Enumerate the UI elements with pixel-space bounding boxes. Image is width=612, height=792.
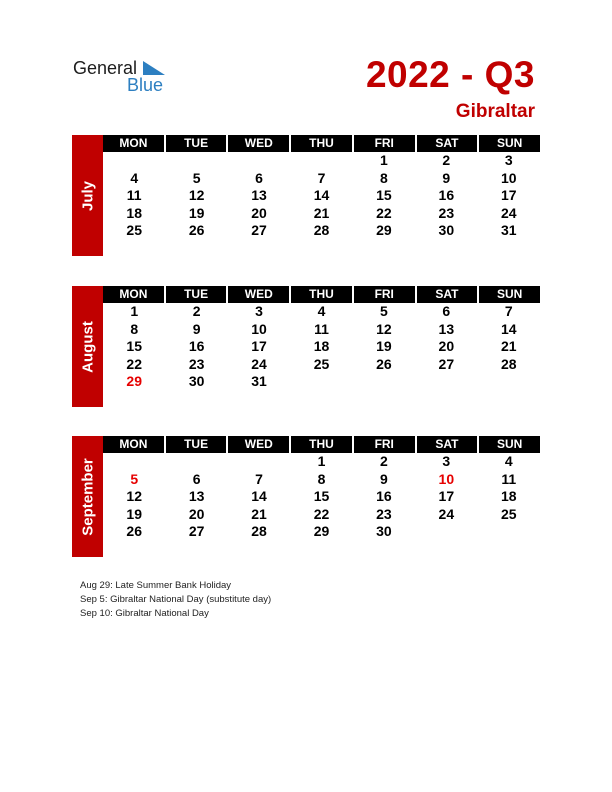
day-cell: 24: [500, 204, 517, 221]
week-row: [103, 356, 540, 374]
day-cell: 30: [376, 523, 392, 539]
week-row: [103, 506, 540, 524]
weekday-header: THU: [291, 436, 352, 453]
day-cell: 25: [313, 355, 330, 372]
day-cell: 2: [442, 152, 451, 168]
day-cell: 1: [130, 303, 139, 319]
month-tab: [72, 286, 103, 407]
day-cell: 11: [126, 187, 142, 203]
day-cell: 7: [255, 470, 263, 487]
day-cell: 27: [438, 355, 455, 372]
day-cell: 23: [376, 505, 392, 522]
week-row: [103, 205, 540, 223]
day-cell: 19: [188, 204, 205, 221]
day-cell: [165, 453, 227, 471]
day-cell: 20: [438, 338, 455, 354]
weekday-header: WED: [228, 286, 289, 303]
day-cell: [290, 152, 352, 170]
day-cell: 5: [192, 169, 201, 186]
day-cell: 11: [314, 320, 329, 337]
holiday-day-cell: 10: [438, 470, 455, 487]
day-cell: 16: [188, 338, 205, 354]
weekday-header: THU: [291, 286, 352, 303]
month-grid: [103, 436, 540, 541]
day-cell: 9: [442, 169, 451, 186]
day-cell: [478, 373, 540, 391]
day-cell: 26: [376, 355, 392, 372]
day-cell: 8: [380, 169, 388, 186]
day-cell: 31: [251, 373, 267, 389]
day-cell: [103, 152, 165, 170]
day-cell: 12: [188, 187, 205, 203]
weekday-header: SAT: [417, 135, 478, 152]
day-cell: [353, 373, 415, 391]
month-grid: [103, 286, 540, 391]
holiday-day-cell: 29: [126, 373, 142, 389]
weekday-header: MON: [103, 436, 164, 453]
day-cell: 31: [500, 222, 517, 238]
holiday-notes: [80, 579, 271, 621]
day-cell: 11: [501, 470, 517, 487]
page-title: 2022 - Q3: [365, 54, 535, 95]
day-cell: 28: [251, 523, 267, 539]
day-cell: 28: [500, 355, 517, 372]
week-row: [103, 321, 540, 339]
day-cell: 24: [251, 355, 267, 372]
week-row: [103, 222, 540, 240]
logo-blue-text: Blue: [127, 75, 164, 95]
day-cell: [415, 523, 477, 541]
day-cell: 26: [188, 222, 205, 238]
day-cell: [478, 523, 540, 541]
day-cell: 6: [192, 470, 201, 487]
day-cell: 23: [188, 355, 205, 372]
day-cell: 6: [255, 169, 263, 186]
day-cell: 8: [317, 470, 326, 487]
weekday-header: SUN: [479, 436, 540, 453]
day-cell: 1: [317, 453, 326, 469]
holiday-note: Sep 10: Gibraltar National Day: [80, 608, 209, 619]
day-cell: [290, 373, 352, 391]
week-row: [103, 523, 540, 541]
day-cell: 4: [504, 453, 513, 469]
day-cell: 2: [192, 303, 201, 319]
day-cell: 25: [500, 505, 517, 522]
day-cell: 18: [500, 488, 517, 504]
day-cell: 22: [126, 355, 142, 372]
weekday-header: FRI: [354, 436, 415, 453]
day-cell: 19: [376, 338, 392, 354]
day-cell: 8: [130, 320, 139, 337]
day-cell: 21: [500, 338, 517, 354]
day-cell: 15: [376, 187, 392, 203]
weekday-header: SUN: [479, 135, 540, 152]
country-subtitle: Gibraltar: [455, 101, 535, 122]
day-cell: 4: [130, 169, 139, 186]
day-cell: 18: [313, 338, 330, 354]
day-cell: 13: [438, 320, 455, 337]
day-cell: 13: [251, 187, 267, 203]
day-cell: 18: [126, 204, 142, 221]
day-cell: 3: [504, 152, 513, 168]
day-cell: 6: [442, 303, 451, 319]
day-cell: 3: [255, 303, 263, 319]
day-cell: 28: [313, 222, 330, 238]
month-tab: [72, 436, 103, 557]
logo-triangle-icon: [143, 61, 165, 75]
weekday-header: MON: [103, 135, 164, 152]
day-cell: 27: [251, 222, 267, 238]
day-cell: 5: [380, 303, 388, 319]
day-cell: 9: [192, 320, 201, 337]
day-cell: 22: [313, 505, 330, 522]
logo-general-text: General: [73, 58, 138, 78]
week-row: [103, 488, 540, 506]
weekday-header: WED: [228, 135, 289, 152]
day-cell: 29: [313, 523, 330, 539]
weekday-header-row: [103, 135, 540, 152]
day-cell: 24: [438, 505, 455, 522]
day-cell: 19: [126, 505, 142, 522]
weekday-header: SAT: [417, 286, 478, 303]
day-cell: 17: [251, 338, 267, 354]
weekday-header: WED: [228, 436, 289, 453]
weekday-header: SUN: [479, 286, 540, 303]
holiday-day-cell: 5: [130, 470, 139, 487]
week-row: [103, 187, 540, 205]
day-cell: 16: [438, 187, 455, 203]
week-row: [103, 170, 540, 188]
holiday-note: Aug 29: Late Summer Bank Holiday: [80, 580, 232, 591]
week-row: [103, 453, 540, 471]
day-cell: 17: [500, 187, 517, 203]
day-cell: 15: [313, 488, 330, 504]
weekday-header: TUE: [166, 286, 227, 303]
month-grid: [103, 135, 540, 240]
day-cell: [228, 453, 290, 471]
day-cell: 20: [188, 505, 205, 522]
week-row: [103, 338, 540, 356]
day-cell: 7: [317, 169, 326, 186]
day-cell: 29: [376, 222, 392, 238]
weekday-header: TUE: [166, 436, 227, 453]
day-cell: 7: [504, 303, 513, 319]
day-cell: 17: [438, 488, 455, 504]
day-cell: 14: [313, 187, 330, 203]
month-name: August: [79, 320, 96, 373]
month-name: September: [79, 457, 96, 536]
weekday-header-row: [103, 286, 540, 303]
day-cell: 14: [500, 320, 517, 337]
day-cell: 13: [188, 488, 205, 504]
weekday-header: FRI: [354, 286, 415, 303]
day-cell: 3: [442, 453, 451, 469]
week-row: [103, 471, 540, 489]
weekday-header: TUE: [166, 135, 227, 152]
day-cell: [165, 152, 227, 170]
weekday-header: THU: [291, 135, 352, 152]
day-cell: 21: [313, 204, 330, 221]
day-cell: 22: [376, 204, 392, 221]
week-row: [103, 152, 540, 170]
day-cell: 2: [380, 453, 388, 469]
weekday-header: FRI: [354, 135, 415, 152]
day-cell: 16: [376, 488, 392, 504]
weekday-header-row: [103, 436, 540, 453]
day-cell: 20: [251, 204, 267, 221]
day-cell: 23: [438, 204, 455, 221]
weekday-header: SAT: [417, 436, 478, 453]
day-cell: 27: [188, 523, 205, 539]
week-row: [103, 373, 540, 391]
month-tab: [72, 135, 103, 256]
day-cell: 30: [188, 373, 205, 389]
day-cell: [415, 373, 477, 391]
day-cell: 15: [126, 338, 142, 354]
day-cell: 10: [500, 169, 517, 186]
day-cell: 26: [126, 523, 142, 539]
day-cell: 12: [376, 320, 392, 337]
day-cell: 12: [126, 488, 142, 504]
day-cell: 25: [126, 222, 142, 238]
day-cell: 14: [251, 488, 267, 504]
day-cell: 21: [251, 505, 267, 522]
day-cell: 10: [251, 320, 267, 337]
day-cell: [103, 453, 165, 471]
day-cell: 4: [317, 303, 326, 319]
month-name: July: [79, 180, 96, 211]
day-cell: 1: [380, 152, 388, 168]
weekday-header: MON: [103, 286, 164, 303]
day-cell: [228, 152, 290, 170]
day-cell: 9: [380, 470, 388, 487]
day-cell: 30: [438, 222, 455, 238]
holiday-note: Sep 5: Gibraltar National Day (substitute day): [80, 594, 272, 605]
week-row: [103, 303, 540, 321]
